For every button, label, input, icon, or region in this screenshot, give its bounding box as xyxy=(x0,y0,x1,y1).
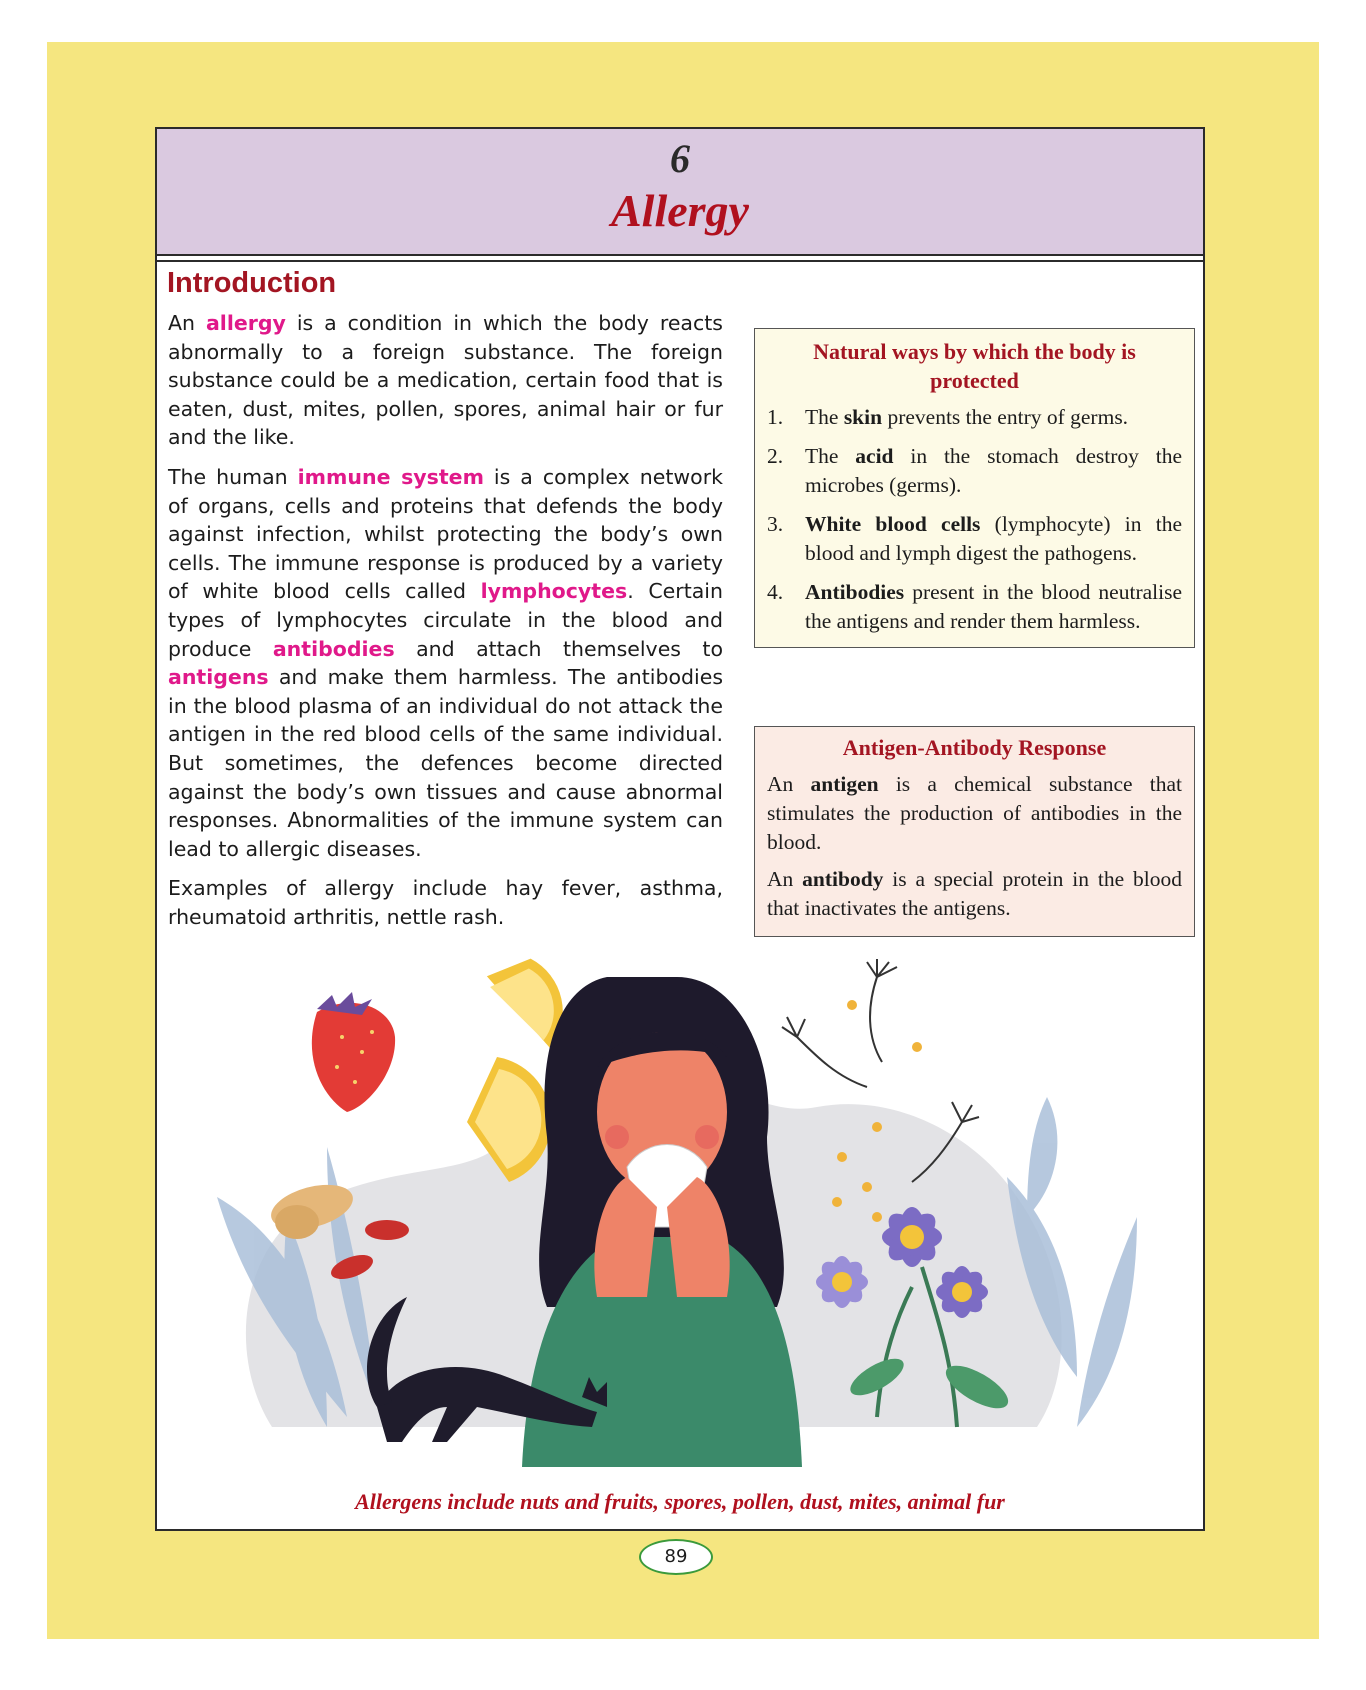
introduction-text xyxy=(168,309,723,942)
antigen-antibody-title: Antigen-Antibody Response xyxy=(842,735,1107,760)
natural-protection-title: Natural ways by which the body is protected xyxy=(813,339,1136,393)
term-antigens: antigens xyxy=(168,665,269,690)
term-antibodies: antibodies xyxy=(272,636,395,661)
chapter-page xyxy=(155,127,1205,1531)
list-item: 1. The skin prevents the entry of germs. xyxy=(767,405,1129,429)
antigen-definition: An antigen is a chemical substance that stimulates the production of antibodies in the blood. xyxy=(767,772,1182,854)
natural-protection-list xyxy=(755,403,1194,636)
paragraph-allergy-definition: An allergy is a condition in which the body reacts abnormally to a foreign substance. The foreign substance could be a medication, certain food that is eaten, dust, mites, pollen, spores, animal hair or fur and the like. xyxy=(168,311,723,450)
paragraph-immune-system: The human immune system is a complex network of organs, cells and proteins that defends the body against infection, whilst protecting the body’s own cells. The immune response is produced by a variety of white blood cells called lymphocytes. Certain types of lymphocytes circulate in the blood and produce antibodies and attach themselves to antigens and make them harmless. The antibodies in the blood plasma of an individual do not attack the antigen in the red blood cells of the same individual. But sometimes, the defences become directed against the body’s own tissues and cause abnormal responses. Abnormalities of the immune system can lead to allergic diseases. xyxy=(168,464,723,861)
introduction-heading: Introduction xyxy=(167,267,337,299)
woman-sneezing-figure xyxy=(522,977,802,1467)
term-immune-system: immune system xyxy=(297,464,484,489)
allergy-illustration xyxy=(177,937,1187,1477)
term-lymphocytes: lymphocytes xyxy=(480,579,628,604)
antibody-definition: An antibody is a special protein in the blood that inactivates the antigens. xyxy=(767,867,1182,920)
natural-protection-box xyxy=(754,328,1195,648)
illustration-caption: Allergens include nuts and fruits, spores, pollen, dust, mites, animal fur xyxy=(355,1489,1005,1514)
page-number: 89 xyxy=(639,1539,713,1575)
antigen-antibody-box xyxy=(754,726,1195,937)
paragraph-allergy-examples: Examples of allergy include hay fever, asthma, rheumatoid arthritis, nettle rash. xyxy=(168,876,723,929)
term-allergy: allergy xyxy=(205,311,286,335)
chapter-title: Allergy xyxy=(611,185,749,236)
chapter-title-band xyxy=(157,129,1203,256)
strawberry-icon xyxy=(312,992,395,1112)
list-item: 4. Antibodies present in the blood neutralise the antigens and render them harmless. xyxy=(767,580,1182,633)
chapter-number: 6 xyxy=(670,136,690,181)
list-item: 3. White blood cells (lymphocyte) in the blood and lymph digest the pathogens. xyxy=(767,512,1182,565)
bean-icon xyxy=(365,1220,409,1240)
list-item: 2. The acid in the stomach destroy the microbes (germs). xyxy=(767,444,1182,497)
